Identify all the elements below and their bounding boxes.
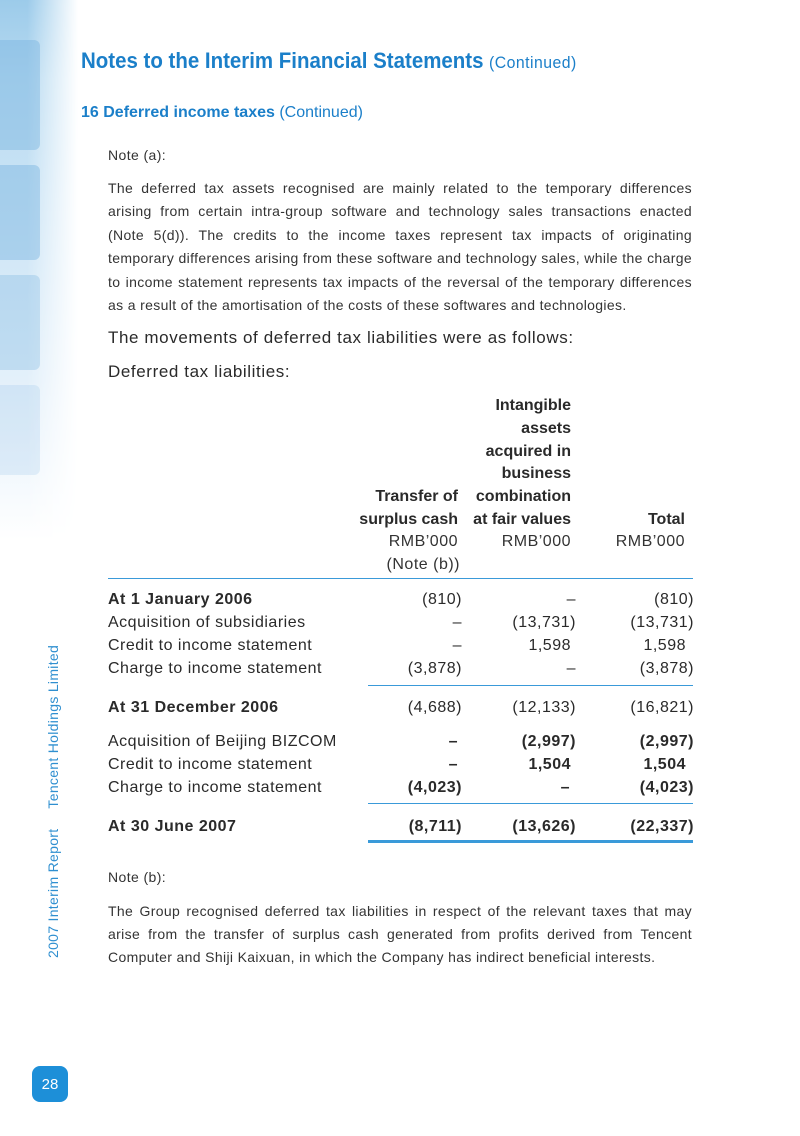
table-row: Acquisition of Beijing BIZCOM – (2,997) (2,997): [108, 733, 694, 750]
note-a-text: The deferred tax assets recognised are mainly related to the temporary differences arising from certain intra-group software and technology sales transactions enacted (Note 5(d)). The credits to the income taxes represent tax impacts of originating temporary differences arising from these software and technology sales, while the charge to income statement represents tax impacts of the reversal of the temporary differences as a result of the amortisation of the costs of these softwares and technologies.: [108, 180, 692, 314]
column-header-intangible: Intangible assets acquired in business combination at fair values: [473, 397, 571, 528]
subtotal-rule: [368, 803, 693, 804]
side-decoration-tile: [0, 385, 40, 475]
side-decoration-tile: [0, 165, 40, 260]
table-caption: Deferred tax liabilities:: [108, 362, 291, 381]
table-row: Charge to income statement (3,878) – (3,878): [108, 660, 694, 677]
page-title: [81, 48, 577, 74]
page-title-text: Notes to the Interim Financial Statements: [81, 48, 484, 73]
page-number: 28: [32, 1066, 68, 1102]
note-b-text: The Group recognised deferred tax liabilities in respect of the relevant taxes that may arise from the transfer of surplus cash generated from profits derived from Tencent Computer and Shiji Kaixuan, in which the Company has indirect beneficial interests.: [108, 903, 692, 965]
table-row: Credit to income statement – 1,504 1,504: [108, 756, 686, 773]
section-title: Deferred income taxes: [103, 104, 275, 121]
column-unit-transfer: RMB’000: [388, 533, 458, 550]
side-decoration-tile: [0, 275, 40, 370]
note-a-label: Note (a):: [108, 147, 167, 163]
table-row: At 30 June 2007 (8,711) (13,626) (22,337): [108, 818, 694, 835]
section-continued: (Continued): [279, 104, 363, 121]
movements-lead: The movements of deferred tax liabilities were as follows:: [108, 328, 574, 347]
side-decoration-tile: [0, 40, 40, 150]
side-report-label: 2007 Interim Report: [45, 828, 61, 958]
table-row: Credit to income statement – 1,598 1,598: [108, 637, 686, 654]
note-b-label: Note (b):: [108, 869, 167, 885]
side-footer: [45, 645, 61, 958]
column-header-total: Total: [647, 511, 685, 528]
table-row: Charge to income statement (4,023) – (4,023): [108, 779, 694, 796]
table-header-rule: [108, 578, 693, 579]
column-header-transfer: Transfer of surplus cash: [359, 488, 458, 528]
column-note-transfer: (Note (b)): [386, 556, 460, 573]
table-row: Acquisition of subsidiaries – (13,731) (13,731): [108, 614, 694, 631]
table-row: At 31 December 2006 (4,688) (12,133) (16,821): [108, 699, 694, 716]
section-number: 16: [81, 104, 99, 121]
section-heading: [81, 104, 363, 122]
column-unit-total: RMB’000: [615, 533, 685, 550]
total-rule: [368, 840, 693, 843]
subtotal-rule: [368, 685, 693, 686]
side-company-label: Tencent Holdings Limited: [45, 644, 61, 809]
column-unit-intangible: RMB’000: [501, 533, 571, 550]
page-title-continued: (Continued): [489, 53, 577, 72]
table-row: At 1 January 2006 (810) – (810): [108, 591, 694, 608]
